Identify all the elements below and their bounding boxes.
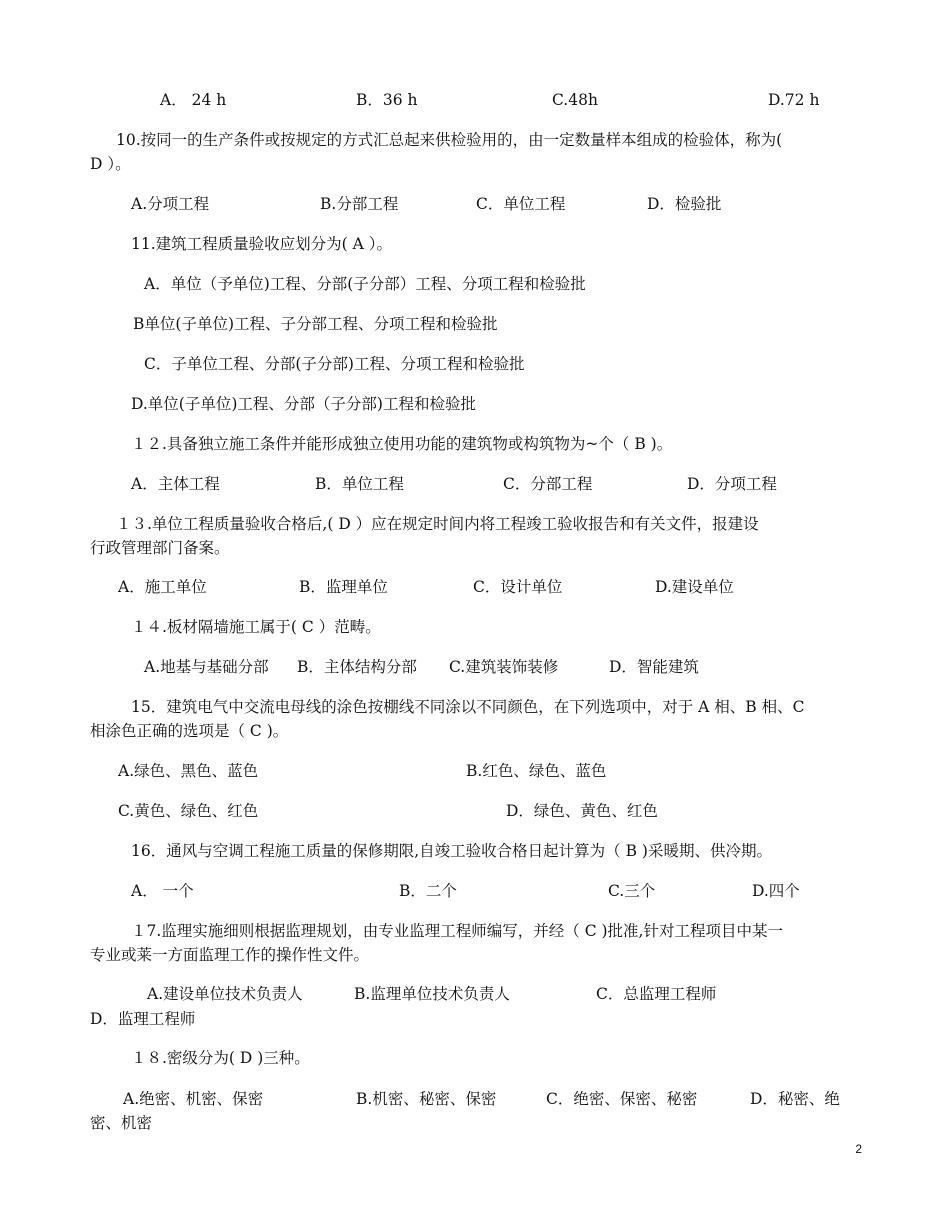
q15-option-b: B.红色、绿色、蓝色 [466, 762, 607, 780]
q17-stem-line2: 专业或莱一方面监理工作的操作性文件。 [90, 946, 370, 964]
q17-option-d: D．监理工程师 [90, 1010, 196, 1028]
q15-option-a: A.绿色、黑色、蓝色 [118, 762, 259, 780]
q10-option-b: B.分部工程 [320, 195, 399, 213]
q12-option-b: B．单位工程 [315, 475, 404, 493]
q16-option-b: B．二个 [399, 882, 457, 900]
q16-option-c: C.三个 [608, 882, 656, 900]
q9-options-row [0, 90, 950, 110]
q13-option-d: D.建设单位 [655, 578, 734, 596]
q12-option-c: C．分部工程 [503, 475, 593, 493]
q11-stem: 11.建筑工程质量验收应划分为( A ）。 [131, 235, 392, 253]
q12-options-row [0, 474, 950, 494]
q11-option-a: A．单位（予单位)工程、分部(子分部）工程、分项工程和检验批 [144, 275, 586, 293]
q16-stem: 16．通风与空调工程施工质量的保修期限,自竣工验收合格日起计算为（ B )采暖期、供冷期。 [131, 842, 772, 860]
q14-option-a: A.地基与基础分部 [144, 658, 269, 676]
q17-option-b: B.监理单位技术负责人 [354, 985, 510, 1003]
q10-option-a: A.分项工程 [131, 195, 210, 213]
q14-option-c: C.建筑装饰装修 [449, 658, 559, 676]
q14-option-d: D．智能建筑 [609, 658, 699, 676]
q10-stem-line2: D ）。 [90, 155, 131, 173]
q9-option-a: A． 24 h [160, 91, 227, 109]
q14-options-row [0, 657, 950, 677]
q13-stem-line1: １３.单位工程质量验收合格后,( D ）应在规定时间内将工程竣工验收报告和有关文件，报建设 [116, 515, 759, 533]
q17-options-row [0, 984, 950, 1004]
q18-option-b: B.机密、秘密、保密 [356, 1090, 497, 1108]
q16-option-d: D.四个 [752, 882, 800, 900]
q11-option-d: D.单位(子单位)工程、分部（子分部)工程和检验批 [131, 395, 476, 413]
q17-option-a: A.建设单位技术负责人 [147, 985, 303, 1003]
q10-option-d: D．检验批 [647, 195, 722, 213]
q18-option-d-continuation: 密、机密 [90, 1114, 153, 1132]
q9-option-c: C.48h [552, 91, 598, 109]
q11-option-b: B单位(子单位)工程、子分部工程、分项工程和检验批 [133, 315, 498, 333]
q15-option-c: C.黄色、绿色、红色 [118, 802, 259, 820]
q9-option-b: B．36 h [356, 91, 418, 109]
q17-stem-line1: １7.监理实施细则根据监理规划，由专业监理工程师编写，并经（ C )批准,针对工程项目中某一 [131, 922, 783, 940]
q15-options-row1 [0, 761, 950, 781]
q10-stem-line1: 10.按同一的生产条件或按规定的方式汇总起来供检验用的，由一定数量样本组成的检验体，称为( [116, 131, 783, 149]
q12-option-a: A．主体工程 [131, 475, 220, 493]
q15-stem-line1: 15．建筑电气中交流电母线的涂色按棚线不同涂以不同颜色，在下列选项中，对于 A 相、B 相、C [131, 698, 805, 716]
q18-options-row [0, 1089, 950, 1109]
q9-option-d: D.72 h [768, 91, 820, 109]
q15-options-row2 [0, 801, 950, 821]
q10-options-row [0, 194, 950, 214]
q18-option-c: C．绝密、保密、秘密 [546, 1090, 698, 1108]
q13-stem-line2: 行政管理部门备案。 [90, 539, 230, 557]
q15-option-d: D．绿色、黄色、红色 [506, 802, 658, 820]
q13-option-a: A．施工单位 [118, 578, 207, 596]
q18-option-d: D．秘密、绝 [750, 1090, 840, 1108]
q13-option-b: B．监理单位 [299, 578, 388, 596]
q18-option-a: A.绝密、机密、保密 [123, 1090, 264, 1108]
q11-option-c: C．子单位工程、分部(子分部)工程、分项工程和检验批 [144, 355, 525, 373]
q12-option-d: D．分项工程 [687, 475, 777, 493]
q14-option-b: B．主体结构分部 [297, 658, 417, 676]
q16-option-a: A． 一个 [131, 882, 194, 900]
q15-stem-line2: 相涂色正确的选项是（ C )。 [90, 722, 289, 740]
q16-options-row [0, 881, 950, 901]
q17-option-c: C．总监理工程师 [596, 985, 717, 1003]
q14-stem: １４.板材隔墙施工属于( C ）范畴。 [131, 618, 381, 636]
q10-option-c: C．单位工程 [476, 195, 566, 213]
q12-stem: １２.具备独立施工条件并能形成独立使用功能的建筑物或构筑物为~个（ B )。 [131, 435, 673, 453]
q18-stem: １８.密级分为( D )三种。 [131, 1049, 310, 1067]
page-number: 2 [855, 1142, 862, 1156]
q13-option-c: C．设计单位 [473, 578, 563, 596]
q13-options-row [0, 577, 950, 597]
